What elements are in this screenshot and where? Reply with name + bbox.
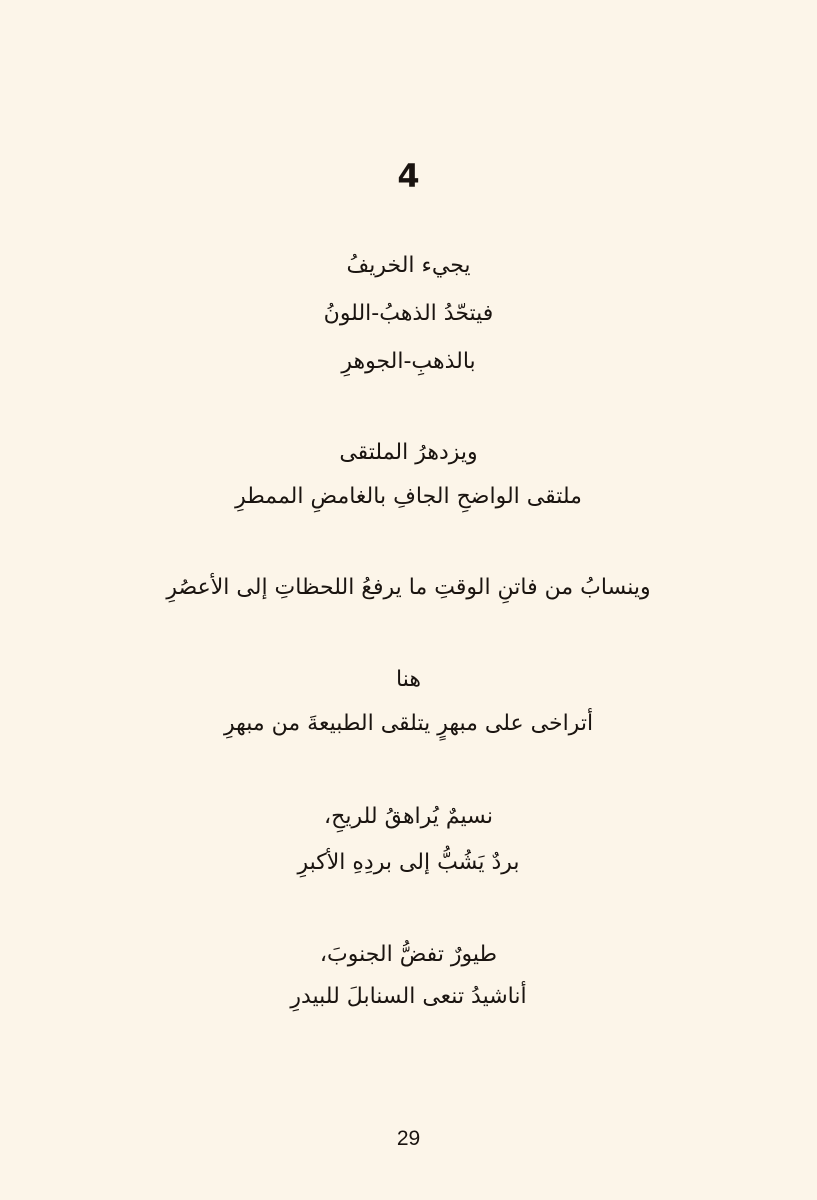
poem-line: نسيمٌ يُراهقُ للريحِ، xyxy=(324,804,493,829)
page-number: 29 xyxy=(396,1127,421,1150)
poem-line: طيورٌ تفضُّ الجنوبَ، xyxy=(319,942,498,967)
poem-line: فيتحّدُ الذهبُ-اللونُ xyxy=(323,301,494,326)
poem-line: أتراخى على مبهرٍ يتلقى الطبيعةَ من مبهرِ xyxy=(223,711,594,736)
poem-line: بردٌ يَشُبُّ إلى بردِهِ الأكبرِ xyxy=(297,850,520,875)
poem-line: ويزدهرُ الملتقى xyxy=(339,440,478,465)
poem-line: وينسابُ من فاتنِ الوقتِ ما يرفعُ اللحظاتِ إلى الأعصُرِ xyxy=(166,575,651,600)
poem-line: أناشيدُ تنعى السنابلَ للبيدرِ xyxy=(290,984,527,1009)
section-number: 4 xyxy=(397,157,420,195)
poem-line: هنا xyxy=(396,667,421,692)
poem-line: ملتقى الواضحِ الجافِ بالغامضِ الممطرِ xyxy=(235,484,582,509)
poem-line: يجيء الخريفُ xyxy=(346,253,471,278)
poem-line: بالذهبِ-الجوهرِ xyxy=(341,349,476,374)
